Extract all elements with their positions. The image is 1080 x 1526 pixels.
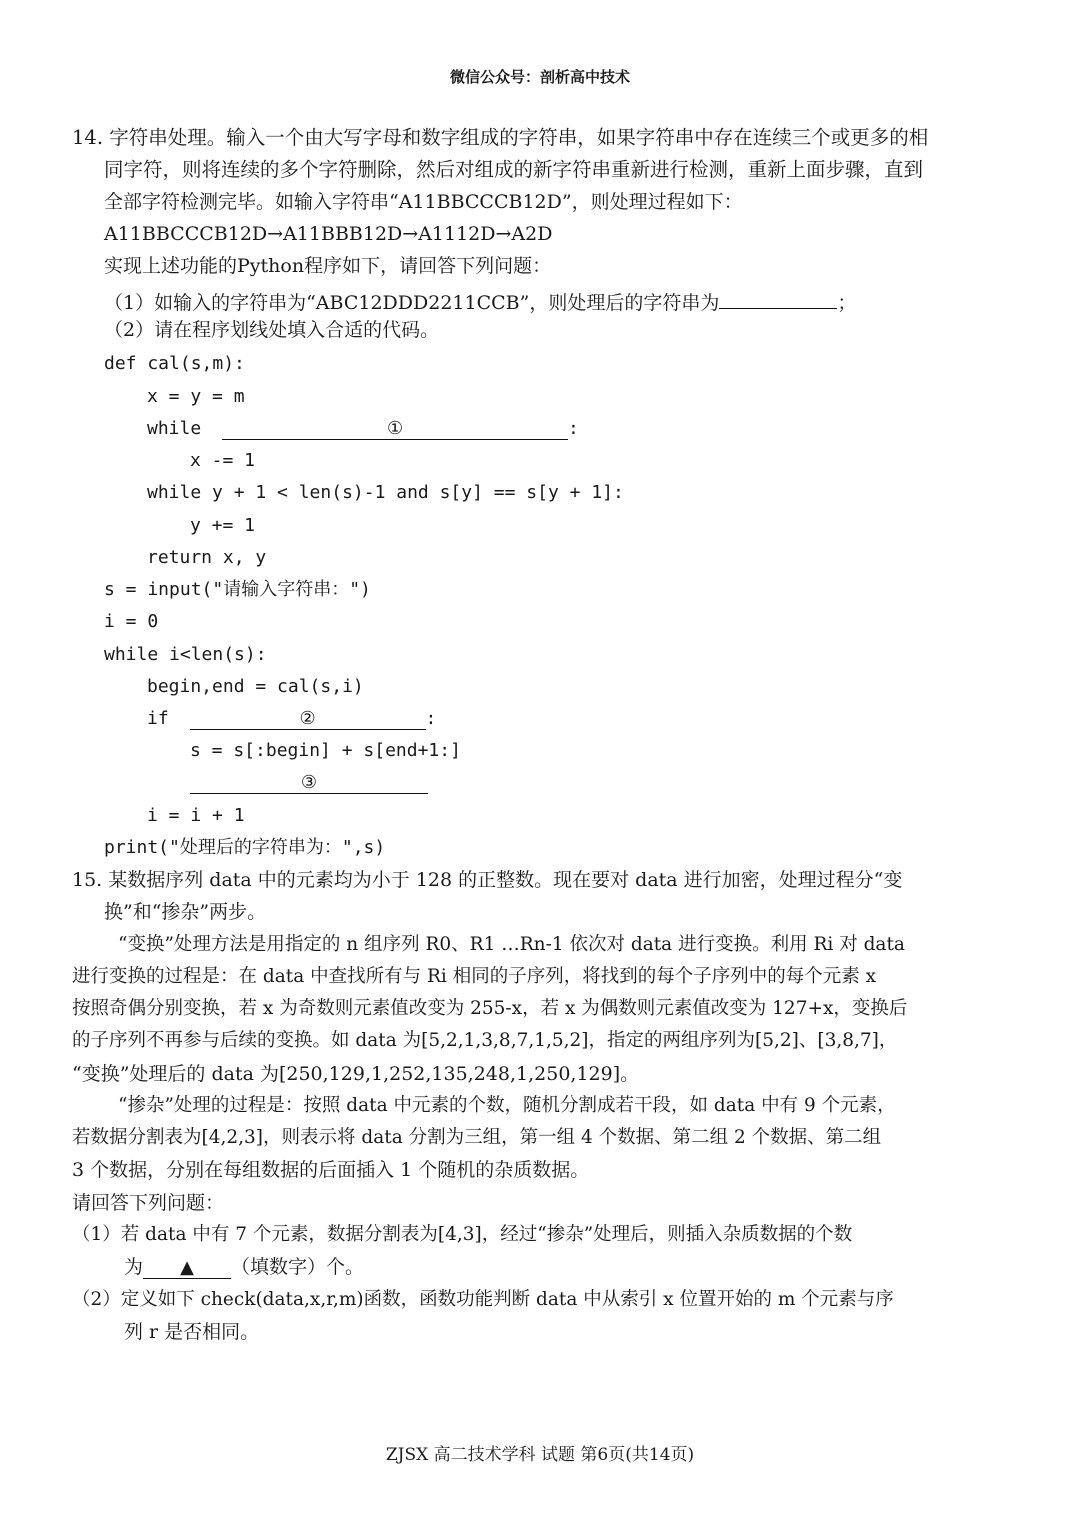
q14-process-line: A11BBCCCB12D→A11BBB12D→A1112D→A2D: [104, 223, 553, 245]
q14-subquestion-1: [104, 286, 856, 315]
code-line-return: return x, y: [147, 547, 267, 568]
q15-answer-suffix: （填数字）个。: [231, 1256, 365, 1278]
q15-line-2: 换”和“掺杂”两步。: [104, 901, 267, 923]
q15-line-9: 若数据分割表为[4,2,3]，则表示将 data 分割为三组，第一组 4 个数据、第二组 2 个数据、第二组: [72, 1127, 882, 1148]
code-blank-3[interactable]: ③: [190, 771, 428, 794]
code-line-assign: x = y = m: [147, 386, 245, 407]
code-line-input: s = input("请输入字符串："): [104, 579, 371, 600]
q14-subq1-end: ；: [837, 292, 857, 314]
code-blank-2[interactable]: ②: [190, 707, 426, 730]
page-footer: ZJSX 高二技术学科 试题 第6页(共14页): [385, 1445, 695, 1465]
q15-line-1: 15. 某数据序列 data 中的元素均为小于 128 的正整数。现在要对 data 进行加密，处理过程分“变: [72, 869, 903, 891]
code-line-slice: s = s[:begin] + s[end+1:]: [190, 740, 461, 761]
code-line-call: begin,end = cal(s,i): [147, 676, 364, 697]
page-header: 微信公众号：剖析高中技术: [449, 68, 630, 86]
q15-subquestion-1-answer: [124, 1255, 364, 1279]
q15-subquestion-2: （2）定义如下 check(data,x,r,m)函数，函数功能判断 data 中从索引 x 位置开始的 m 个元素与序: [72, 1289, 894, 1310]
q15-line-8: “掺杂”处理的过程是：按照 data 中元素的个数，随机分割成若干段，如 data 中有 9 个元素，: [118, 1095, 896, 1116]
code-line-blank-3: [190, 771, 428, 795]
code-blank-1[interactable]: ①: [222, 417, 568, 440]
code-line-while-3: while i<len(s):: [104, 644, 267, 665]
code-line-if: [147, 707, 436, 731]
q15-line-10: 3 个数据，分别在每组数据的后面插入 1 个随机的杂质数据。: [72, 1159, 590, 1181]
q14-line-2: 同字符，则将连续的多个字符删除，然后对组成的新字符串重新进行检测，重新上面步骤，直到: [104, 158, 924, 181]
code-keyword-if: if: [147, 708, 169, 729]
code-line-print: print("处理后的字符串为：",s): [104, 837, 386, 858]
q15-line-5: 按照奇偶分别变换，若 x 为奇数则元素值改变为 255-x，若 x 为偶数则元素值改变为 127+x，变换后: [72, 998, 908, 1019]
q15-subquestion-1: （1）若 data 中有 7 个元素，数据分割表为[4,3]，经过“掺杂”处理后，则插入杂质数据的个数: [72, 1224, 853, 1245]
answer-blank-1[interactable]: [719, 286, 837, 309]
code-line-decrement: x -= 1: [190, 450, 256, 471]
code-keyword-while: while: [147, 418, 202, 439]
code-line-increment: y += 1: [190, 515, 256, 536]
q15-line-11: 请回答下列问题：: [72, 1192, 225, 1214]
q14-line-1: 14. 字符串处理。输入一个由大写字母和数字组成的字符串，如果字符串中存在连续三个或更多的相: [72, 126, 929, 149]
code-line-while-1: [147, 417, 579, 441]
q15-line-7: “变换”处理后的 data 为[250,129,1,252,135,248,1,250,129]。: [72, 1063, 640, 1085]
code-line-step: i = i + 1: [147, 805, 245, 826]
q14-subquestion-2: （2）请在程序划线处填入合适的代码。: [104, 319, 440, 341]
answer-blank-q15[interactable]: ▲: [143, 1256, 231, 1279]
code-colon-2: :: [425, 708, 437, 729]
q15-answer-prefix: 为: [124, 1256, 144, 1278]
code-line-while-2: while y + 1 < len(s)-1 and s[y] == s[y + 1]:: [147, 482, 624, 503]
q14-line-3: 全部字符检测完毕。如输入字符串“A11BBCCCB12D”，则处理过程如下：: [104, 191, 743, 213]
q15-line-4: 进行变换的过程是：在 data 中查找所有与 Ri 相同的子序列，将找到的每个子序列中的每个元素 x: [72, 966, 877, 987]
q15-line-6: 的子序列不再参与后续的变换。如 data 为[5,2,1,3,8,7,1,5,2]，指定的两组序列为[5,2]、[3,8,7]，: [72, 1030, 898, 1051]
code-line-init: i = 0: [104, 611, 159, 632]
q14-subq1-text: （1）如输入的字符串为“ABC12DDD2211CCB”，则处理后的字符串为: [104, 292, 720, 314]
code-line-def: def cal(s,m):: [104, 353, 245, 374]
q14-line-5: 实现上述功能的Python程序如下，请回答下列问题：: [104, 255, 552, 277]
q15-subquestion-2-cont: 列 r 是否相同。: [124, 1321, 260, 1343]
q15-line-3: “变换”处理方法是用指定的 n 组序列 R0、R1 …Rn-1 依次对 data 进行变换。利用 Ri 对 data: [118, 934, 905, 955]
code-colon: :: [568, 418, 579, 439]
